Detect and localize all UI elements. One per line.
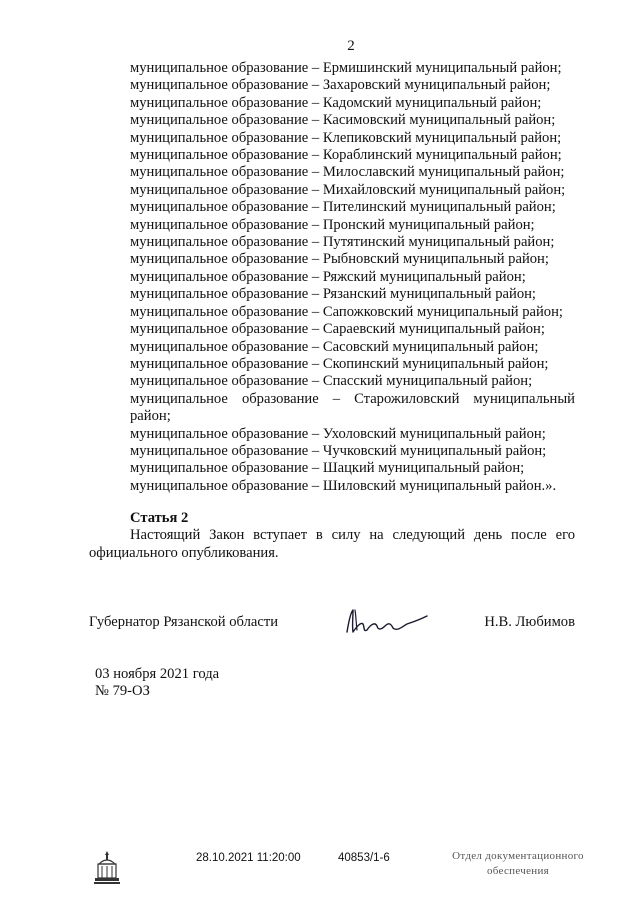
signing-date: 03 ноября 2021 года	[95, 666, 220, 682]
list-item: муниципальное образование – Рязанский муниципальный район;	[130, 286, 536, 303]
list-item: муниципальное образование – Ермишинский муниципальный район;	[130, 60, 562, 76]
list-item: муниципальное образование – Пронский муниципальный район;	[130, 216, 535, 233]
list-item: муниципальное образование – Скопинский муниципальный район;	[130, 355, 549, 372]
stamp-line: Отдел документационного	[452, 850, 584, 862]
list-item: муниципальное образование – Кадомский муниципальный район;	[130, 94, 542, 111]
registration-timestamp: 28.10.2021 11:20:00	[196, 852, 301, 864]
list-item: муниципальное образование – Шацкий муниципальный район;	[130, 460, 525, 477]
list-item: муниципальное образование – Сапожковский муниципальный район;	[130, 303, 563, 320]
list-item: муниципальное образование – Касимовский муниципальный район;	[130, 112, 556, 129]
list-item: муниципальное образование – Спасский муниципальный район;	[130, 373, 533, 390]
stamp-line: обеспечения	[486, 865, 550, 877]
handwritten-signature	[341, 602, 431, 642]
list-item: муниципальное образование – Милославский муниципальный район;	[130, 164, 565, 181]
list-item: муниципальное образование – Захаровский муниципальный район;	[130, 77, 551, 94]
document-number: 40853/1-6	[338, 852, 390, 864]
list-item: муниципальное образование – Путятинский муниципальный район;	[130, 234, 555, 251]
governor-title: Губернатор Рязанской области	[89, 614, 279, 630]
footer	[0, 846, 640, 896]
list-item: муниципальное образование – Ряжский муниципальный район;	[130, 268, 526, 285]
list-item: муниципальное образование – Чучковский муниципальный район;	[130, 442, 547, 459]
date-block	[95, 666, 219, 701]
list-item: муниципальное образование – Михайловский муниципальный район;	[130, 181, 566, 198]
page-number: 2	[347, 38, 355, 54]
list-item: муниципальное образование – Кораблинский муниципальный район;	[130, 147, 562, 164]
governor-name: Н.В. Любимов	[484, 614, 575, 630]
list-item: муниципальное образование – Сараевский муниципальный район;	[130, 321, 545, 338]
list-item: муниципальное образование – Пителинский муниципальный район;	[130, 199, 556, 216]
emblem-icon	[92, 848, 122, 888]
list-item: муниципальное образование – Рыбновский муниципальный район;	[130, 251, 549, 268]
list-item: муниципальное образование – Клепиковский муниципальный район;	[130, 129, 562, 146]
list-item: муниципальное образование – Сасовский муниципальный район;	[130, 338, 539, 355]
list-item: муниципальное образование – Ухоловский муниципальный район;	[130, 425, 546, 442]
municipal-list	[89, 60, 575, 495]
article-body: Настоящий Закон вступает в силу на следующий день после его официального опубликования.	[89, 527, 575, 561]
list-item: муниципальное образование – Старожиловский муниципальный район;	[130, 390, 575, 425]
article-section	[89, 510, 575, 562]
department-stamp	[440, 849, 596, 879]
article-heading: Статья 2	[130, 510, 189, 526]
law-number: № 79-ОЗ	[95, 683, 150, 700]
list-item: муниципальное образование – Шиловский муниципальный район.».	[130, 477, 557, 494]
